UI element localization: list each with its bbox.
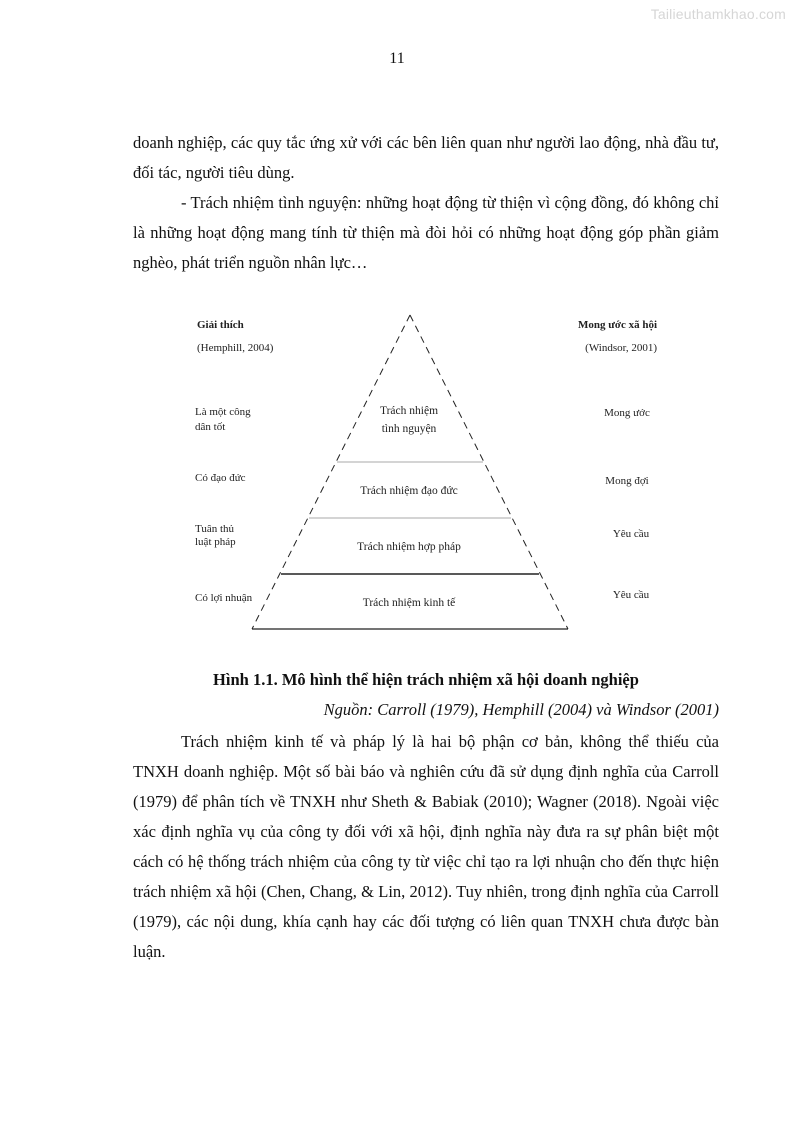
left-philanthropic-1: Là một công: [195, 406, 251, 418]
left-legal-2: luật pháp: [195, 536, 236, 548]
pyramid-left-edge: [252, 315, 410, 629]
csr-pyramid-diagram: [180, 305, 680, 640]
page-number: 11: [389, 50, 405, 67]
level-economic-label: Trách nhiệm kinh tế: [362, 597, 456, 609]
right-legal: Yêu cầu: [612, 528, 650, 540]
level-philanthropic-label-1: Trách nhiệm: [379, 405, 439, 417]
left-legal-1: Tuân thủ: [195, 523, 235, 535]
paragraph-3: Trách nhiệm kinh tế và pháp lý là hai bộ phận cơ bản, không thể thiếu của TNXH doanh nghiệp. Một số bài báo và nghiên cứu đã sử dụng định nghĩa của Carroll (1979) để phân tích về TNXH như Sheth & Babiak (2010); Wagner (2018). Ngoài việc xác định nghĩa vụ của công ty đối với xã hội, định nghĩa này đưa ra sự phân biệt một cách có hệ thống trách nhiệm của công ty từ việc chỉ tạo ra lợi nhuận cho đến thực hiện trách nhiệm xã hội (Chen, Chang, & Lin, 2012). Tuy nhiên, trong định nghĩa của Carroll (1979), các nội dung, khía cạnh hay các đối tượng có liên quan TNXH chưa được bàn luận.: [133, 732, 719, 961]
left-header-title: Giải thích: [197, 319, 244, 331]
level-philanthropic-label-2: tình nguyện: [381, 423, 437, 435]
left-ethical: Có đạo đức: [195, 472, 246, 484]
paragraph-2: - Trách nhiệm tình nguyện: những hoạt động từ thiện vì cộng đồng, đó không chỉ là những hoạt động mang tính từ thiện mà đòi hỏi có những hoạt động góp phần giảm nghèo, phát triển nguồn nhân lực…: [133, 193, 719, 272]
right-header-source: (Windsor, 2001): [585, 342, 657, 354]
left-philanthropic-2: dân tốt: [195, 421, 226, 433]
watermark: Tailieuthamkhao.com: [650, 6, 786, 22]
left-header-source: (Hemphill, 2004): [197, 342, 274, 354]
right-ethical: Mong đợi: [605, 475, 649, 487]
level-ethical-label: Trách nhiệm đạo đức: [360, 485, 458, 497]
figure-source: Nguồn: Carroll (1979), Hemphill (2004) và Windsor (2001): [323, 700, 719, 719]
right-philanthropic: Mong ước: [604, 407, 650, 419]
pyramid-right-edge: [410, 315, 568, 629]
left-economic: Có lợi nhuận: [195, 592, 253, 604]
right-header-title: Mong ước xã hội: [578, 319, 657, 331]
level-legal-label: Trách nhiệm hợp pháp: [357, 541, 461, 553]
paragraph-1: doanh nghiệp, các quy tắc ứng xử với các bên liên quan như người lao động, nhà đầu tư, đối tác, người tiêu dùng.: [133, 133, 719, 182]
right-economic: Yêu cầu: [612, 589, 650, 601]
figure-caption: Hình 1.1. Mô hình thể hiện trách nhiệm xã hội doanh nghiệp: [213, 670, 639, 689]
